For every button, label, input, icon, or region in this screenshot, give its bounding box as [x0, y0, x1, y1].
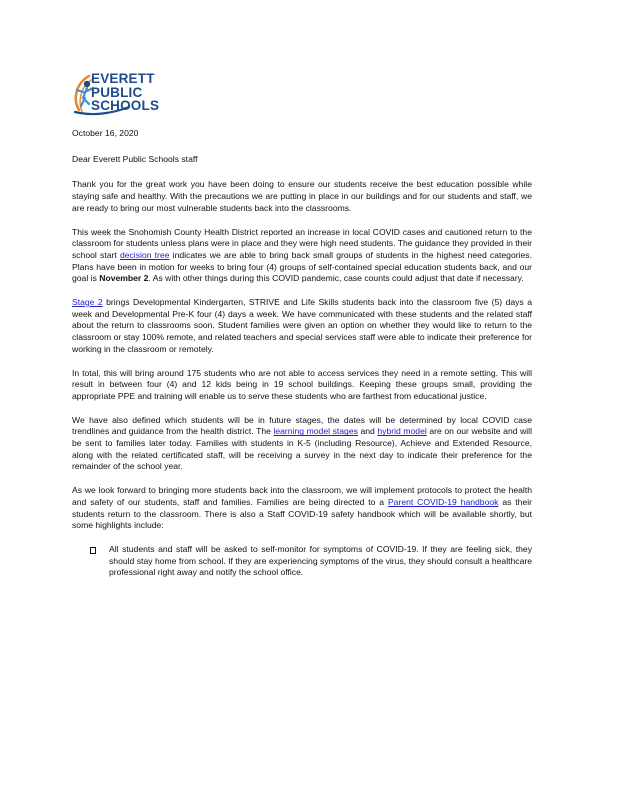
- parent-covid-handbook-link[interactable]: Parent COVID-19 handbook: [387, 496, 499, 507]
- paragraph-future-stages-text-b: and: [357, 426, 378, 437]
- list-item-text: All students and staff will be asked to self-monitor for symptoms of COVID-19. If they are feeling sick, they should stay home from school. If they are experiencing symptoms of the virus, they should consult a healthcare professional right away and notify the school office.: [109, 543, 532, 578]
- paragraph-protocols-text-a: As we look forward to bringing more students back into the classroom, we will implement protocols to protect the health and safety of our students, staff and families. Families are being directed to a: [72, 485, 532, 507]
- letter-body: [72, 128, 532, 579]
- paragraph-health-district-text-c: . As with other things during this COVID pandemic, case counts could adjust that date if necessary.: [148, 273, 524, 284]
- highlights-list: [72, 544, 532, 579]
- paragraph-stage-2-text: brings Developmental Kindergarten, STRIVE and Life Skills students back into the classroom five (5) days a week and Developmental Pre-K four (4) days a week. We have communicated with these students and the related staff about the return to classrooms soon. Student families were given an option on whether they would like to return to the classroom or stay 100% remote, and related teachers and special services staff were able to indicate their preference for working in the classroom or remotely.: [72, 297, 532, 354]
- paragraph-health-district: [72, 227, 532, 286]
- bullet-box-icon: [90, 547, 96, 554]
- paragraph-stage-2: [72, 297, 532, 356]
- logo-line-3: SCHOOLS: [91, 98, 160, 113]
- logo-line-1: EVERETT: [91, 71, 155, 86]
- district-logo: [71, 70, 183, 118]
- stage-2-link[interactable]: Stage 2: [72, 297, 103, 308]
- logo-line-2: PUBLIC: [91, 84, 143, 100]
- paragraph-thanks: [72, 179, 532, 214]
- paragraph-thanks-text: Thank you for the great work you have been doing to ensure our students receive the best education possible while staying safe and healthy. With the precautions we are putting in place in our buildings and for our students and staff, we are ready to bring our most vulnerable students back into the classrooms.: [72, 179, 532, 213]
- paragraph-health-district-text-b: indicates we are able to bring back small groups of students in the highest need categories. Plans have been in motion for weeks to bring four (4) groups of self-contained special education students back, and our goal is: [72, 249, 532, 284]
- paragraph-future-stages-text-c: are on our website and will be sent to families later today. Families with students in K-5 (including Resource), Achieve and Extended Resource, along with the related certificated staff, will be receiving a survey in the next day to indicate their preference for the remainder of the school year.: [72, 426, 532, 472]
- paragraph-health-district-text-a: This week the Snohomish County Health District reported an increase in local COVID cases and cautioned return to the classroom for students unless plans were in place and they were high need students. The guidance they provided in their school start: [72, 226, 532, 260]
- logo-wordmark: [91, 72, 159, 113]
- hybrid-model-link[interactable]: hybrid model: [377, 426, 427, 437]
- letter-date: October 16, 2020: [72, 128, 139, 138]
- paragraph-protocols: [72, 485, 532, 532]
- return-date: November 2: [99, 273, 149, 284]
- salutation: Dear Everett Public Schools staff: [72, 153, 198, 164]
- paragraph-in-total-text: In total, this will bring around 175 students who are not able to access services they need in a remote setting. This will result in between four (4) and 12 kids being in 19 school buildings. Keeping these groups small, providing the appropriate PPE and training will enable us to serve these students who are farthest from educational justice.: [72, 367, 532, 401]
- decision-tree-link[interactable]: decision tree: [119, 249, 170, 260]
- learning-model-stages-link[interactable]: learning model stages: [273, 426, 358, 437]
- paragraph-protocols-text-b: as their students return to the classroom. There is also a Staff COVID-19 safety handbook which will be available shortly, but some highlights include:: [72, 496, 532, 531]
- paragraph-future-stages: [72, 415, 532, 474]
- paragraph-future-stages-text-a: We have also defined which students will be in future stages, the dates will be determined by local COVID case trendlines and guidance from the health district. The: [72, 414, 532, 437]
- paragraph-in-total: [72, 368, 532, 403]
- list-item: [90, 544, 532, 579]
